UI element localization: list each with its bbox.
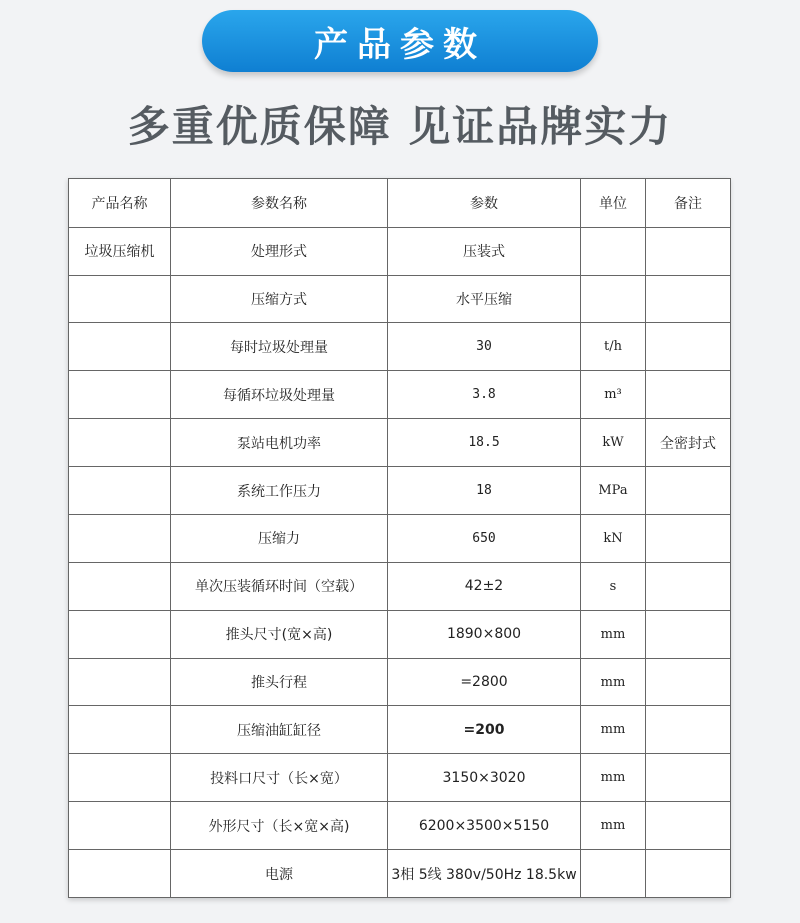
cell-param-value: 水平压缩 (388, 275, 581, 323)
cell-param-value: 42±2 (388, 562, 581, 610)
cell-param-value: 3150×3020 (388, 754, 581, 802)
cell-param-value: 压装式 (388, 227, 581, 275)
table-row (69, 371, 731, 419)
header-product-name: 产品名称 (69, 179, 171, 228)
cell-param-name: 压缩方式 (171, 275, 388, 323)
cell-unit: MPa (581, 467, 646, 515)
spec-table-container (68, 178, 730, 898)
table-row (69, 658, 731, 706)
banner-title: 产品参数 (314, 24, 486, 65)
cell-param-name: 外形尺寸（长×宽×高) (171, 802, 388, 850)
cell-unit: mm (581, 658, 646, 706)
cell-unit: mm (581, 754, 646, 802)
title-banner (202, 10, 598, 72)
cell-product-name (69, 850, 171, 898)
cell-unit: t/h (581, 323, 646, 371)
cell-param-value: 1890×800 (388, 610, 581, 658)
cell-param-name: 推头行程 (171, 658, 388, 706)
cell-product-name (69, 323, 171, 371)
cell-remark (646, 323, 731, 371)
cell-remark (646, 227, 731, 275)
cell-unit: m³ (581, 371, 646, 419)
cell-param-value: 3.8 (388, 371, 581, 419)
cell-product-name (69, 754, 171, 802)
cell-remark (646, 802, 731, 850)
cell-unit: mm (581, 706, 646, 754)
cell-remark (646, 275, 731, 323)
cell-param-name: 单次压装循环时间（空载） (171, 562, 388, 610)
table-row (69, 610, 731, 658)
cell-param-name: 系统工作压力 (171, 467, 388, 515)
cell-param-value: 3相 5线 380v/50Hz 18.5kw (388, 850, 581, 898)
table-row (69, 419, 731, 467)
cell-remark (646, 706, 731, 754)
header-remark: 备注 (646, 179, 731, 228)
cell-unit: mm (581, 610, 646, 658)
spec-table (68, 178, 731, 898)
table-row (69, 323, 731, 371)
cell-unit (581, 227, 646, 275)
cell-remark (646, 467, 731, 515)
cell-remark (646, 514, 731, 562)
cell-param-value: 30 (388, 323, 581, 371)
cell-param-value: 650 (388, 514, 581, 562)
headline: 多重优质保障 见证品牌实力 (127, 102, 673, 151)
cell-product-name (69, 802, 171, 850)
cell-param-name: 每时垃圾处理量 (171, 323, 388, 371)
cell-product-name (69, 610, 171, 658)
cell-param-value: 18 (388, 467, 581, 515)
table-row (69, 275, 731, 323)
cell-remark (646, 754, 731, 802)
cell-param-name: 压缩力 (171, 514, 388, 562)
cell-product-name (69, 658, 171, 706)
cell-remark: 全密封式 (646, 419, 731, 467)
cell-param-name: 投料口尺寸（长×宽） (171, 754, 388, 802)
cell-remark (646, 371, 731, 419)
table-row (69, 706, 731, 754)
cell-remark (646, 850, 731, 898)
cell-product-name (69, 514, 171, 562)
cell-product-name (69, 275, 171, 323)
cell-product-name (69, 706, 171, 754)
cell-remark (646, 562, 731, 610)
cell-unit: kN (581, 514, 646, 562)
cell-param-name: 电源 (171, 850, 388, 898)
cell-param-name: 每循环垃圾处理量 (171, 371, 388, 419)
table-row (69, 467, 731, 515)
cell-product-name (69, 419, 171, 467)
cell-unit (581, 275, 646, 323)
cell-param-name: 处理形式 (171, 227, 388, 275)
cell-param-value: =200 (388, 706, 581, 754)
cell-remark (646, 658, 731, 706)
cell-unit: mm (581, 802, 646, 850)
cell-product-name: 垃圾压缩机 (69, 227, 171, 275)
table-header-row (69, 179, 731, 228)
cell-remark (646, 610, 731, 658)
table-row (69, 754, 731, 802)
cell-unit: kW (581, 419, 646, 467)
table-row (69, 514, 731, 562)
header-param-value: 参数 (388, 179, 581, 228)
cell-unit (581, 850, 646, 898)
table-row (69, 562, 731, 610)
cell-param-name: 泵站电机功率 (171, 419, 388, 467)
header-unit: 单位 (581, 179, 646, 228)
cell-product-name (69, 562, 171, 610)
cell-product-name (69, 371, 171, 419)
table-row (69, 227, 731, 275)
table-row (69, 850, 731, 898)
cell-param-value: =2800 (388, 658, 581, 706)
cell-param-name: 推头尺寸(宽×高) (171, 610, 388, 658)
cell-unit: s (581, 562, 646, 610)
cell-param-name: 压缩油缸缸径 (171, 706, 388, 754)
cell-product-name (69, 467, 171, 515)
cell-param-value: 18.5 (388, 419, 581, 467)
table-row (69, 802, 731, 850)
cell-param-value: 6200×3500×5150 (388, 802, 581, 850)
header-param-name: 参数名称 (171, 179, 388, 228)
